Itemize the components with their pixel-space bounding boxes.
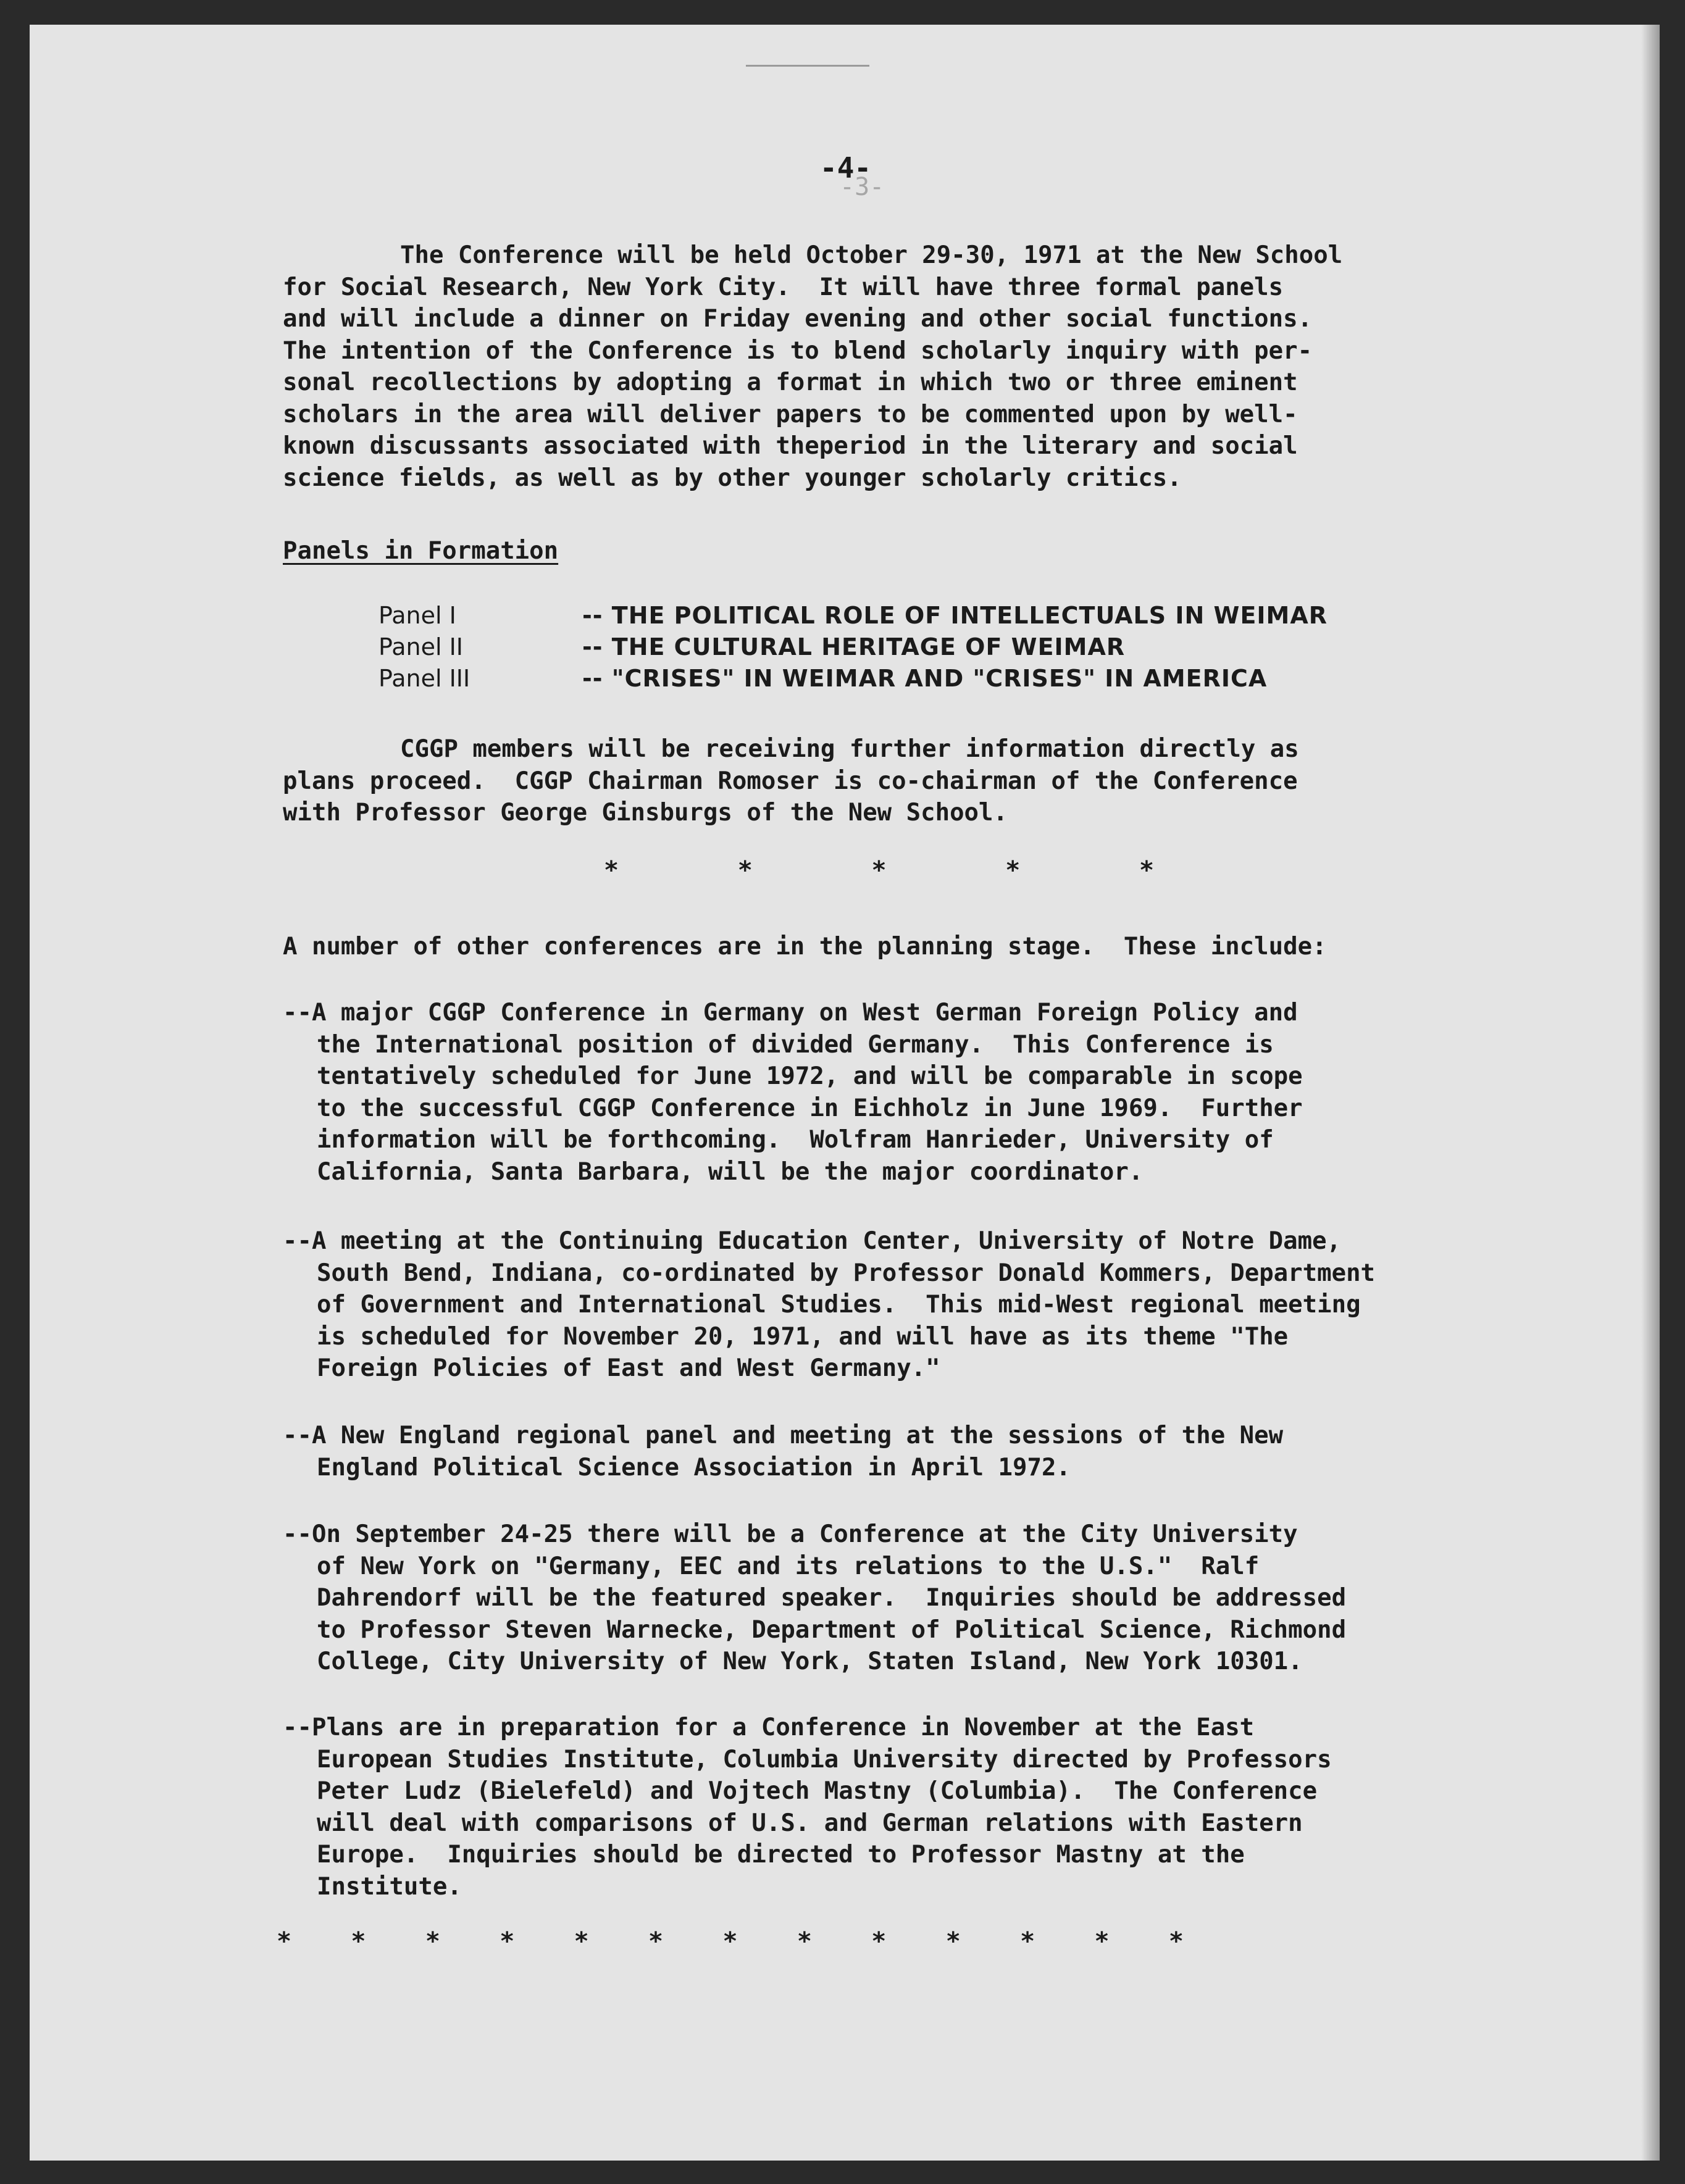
- intro-line: known discussants associated with theperiod in the literary and social: [283, 432, 1298, 460]
- panel-row: [378, 631, 1328, 663]
- separator-long: [277, 1926, 1511, 1958]
- separator-long-stars: * * * * * * * * * * * * *: [277, 1927, 1184, 1956]
- conference-item-4: [283, 1519, 1518, 1678]
- item-line: --A meeting at the Continuing Education Center, University of Notre Dame,: [283, 1227, 1342, 1255]
- item-line: Peter Ludz (Bielefeld) and Vojtech Mastny (Columbia). The Conference: [317, 1777, 1318, 1805]
- item-line: to Professor Steven Warnecke, Department of Political Science, Richmond: [317, 1615, 1347, 1644]
- intro-paragraph: [283, 240, 1518, 494]
- item-line: England Political Science Association in April 1972.: [317, 1453, 1071, 1482]
- item-line: Foreign Policies of East and West Germany.": [317, 1354, 940, 1382]
- intro-line: and will include a dinner on Friday evening and other social functions.: [283, 305, 1313, 333]
- item-line: South Bend, Indiana, co-ordinated by Professor Donald Kommers, Department: [317, 1259, 1376, 1287]
- item-line: the International position of divided Germany. This Conference is: [317, 1030, 1274, 1059]
- panel-row: [378, 600, 1328, 631]
- separator-short: [604, 855, 1660, 887]
- separator-short-stars: * * * * *: [604, 856, 1155, 885]
- intro-line: The intention of the Conference is to blend scholarly inquiry with per-: [283, 336, 1313, 365]
- item-line: Dahrendorf will be the featured speaker. Inquiries should be addressed: [317, 1584, 1347, 1612]
- page-edge-shadow: [1641, 25, 1660, 2161]
- panels-heading: Panels in Formation: [283, 537, 559, 565]
- panel-title: -- THE CULTURAL HERITAGE OF WEIMAR: [582, 633, 1126, 661]
- panel-title: -- "CRISES" IN WEIMAR AND "CRISES" IN AMERICA: [582, 665, 1268, 692]
- item-line: will deal with comparisons of U.S. and German relations with Eastern: [317, 1809, 1303, 1837]
- members-line: with Professor George Ginsburgs of the New School.: [283, 799, 1008, 827]
- document-page: [30, 25, 1660, 2161]
- item-line: European Studies Institute, Columbia University directed by Professors: [317, 1745, 1332, 1773]
- top-rule: [746, 65, 869, 67]
- item-line: of New York on "Germany, EEC and its relations to the U.S." Ralf: [317, 1552, 1260, 1580]
- panel-id: Panel II: [378, 633, 464, 661]
- item-line: California, Santa Barbara, will be the major coordinator.: [317, 1157, 1144, 1186]
- item-line: Institute.: [317, 1872, 462, 1901]
- item-line: information will be forthcoming. Wolfram Hanrieder, University of: [317, 1126, 1274, 1154]
- intro-line: scholars in the area will deliver papers to be commented upon by well-: [283, 400, 1298, 428]
- intro-line: science fields, as well as by other younger scholarly critics.: [283, 464, 1182, 492]
- other-intro-line: A number of other conferences are in the planning stage. These include:: [283, 933, 1327, 961]
- panels-list: [378, 600, 1328, 694]
- item-line: --Plans are in preparation for a Conference in November at the East: [283, 1714, 1255, 1741]
- intro-line: The Conference will be held October 29-30, 1971 at the New School: [400, 241, 1343, 269]
- item-line: --A major CGGP Conference in Germany on West German Foreign Policy and: [283, 999, 1298, 1027]
- item-line: College, City University of New York, Staten Island, New York 10301.: [317, 1648, 1303, 1675]
- intro-line: sonal recollections by adopting a format in which two or three eminent: [283, 369, 1298, 396]
- conference-item-3: [283, 1420, 1518, 1483]
- panel-id: Panel III: [378, 665, 470, 692]
- other-conferences-intro: [283, 931, 1518, 963]
- item-line: of Government and International Studies. This mid-West regional meeting: [317, 1291, 1361, 1319]
- item-line: to the successful CGGP Conference in Eichholz in June 1969. Further: [317, 1094, 1303, 1122]
- panel-id: Panel I: [378, 602, 456, 629]
- item-line: --A New England regional panel and meeting at the sessions of the New: [283, 1422, 1284, 1449]
- conference-item-2: [283, 1225, 1518, 1385]
- conference-item-1: [283, 997, 1518, 1188]
- item-line: tentatively scheduled for June 1972, and will be comparable in scope: [317, 1062, 1303, 1090]
- panel-title: -- THE POLITICAL ROLE OF INTELLECTUALS IN WEIMAR: [582, 602, 1328, 629]
- intro-line: for Social Research, New York City. It will have three formal panels: [283, 273, 1284, 301]
- members-line: CGGP members will be receiving further information directly as: [400, 735, 1299, 763]
- page-number: -4-: [820, 151, 872, 185]
- panel-row: [378, 663, 1328, 694]
- item-line: --On September 24-25 there will be a Conference at the City University: [283, 1520, 1298, 1548]
- ghost-page-number: -3-: [840, 173, 885, 201]
- item-line: Europe. Inquiries should be directed to Professor Mastny at the: [317, 1841, 1245, 1869]
- item-line: is scheduled for November 20, 1971, and will have as its theme "The: [317, 1322, 1289, 1351]
- members-line: plans proceed. CGGP Chairman Romoser is co-chairman of the Conference: [283, 767, 1298, 795]
- members-note: [283, 733, 1518, 829]
- conference-item-5: [283, 1712, 1518, 1903]
